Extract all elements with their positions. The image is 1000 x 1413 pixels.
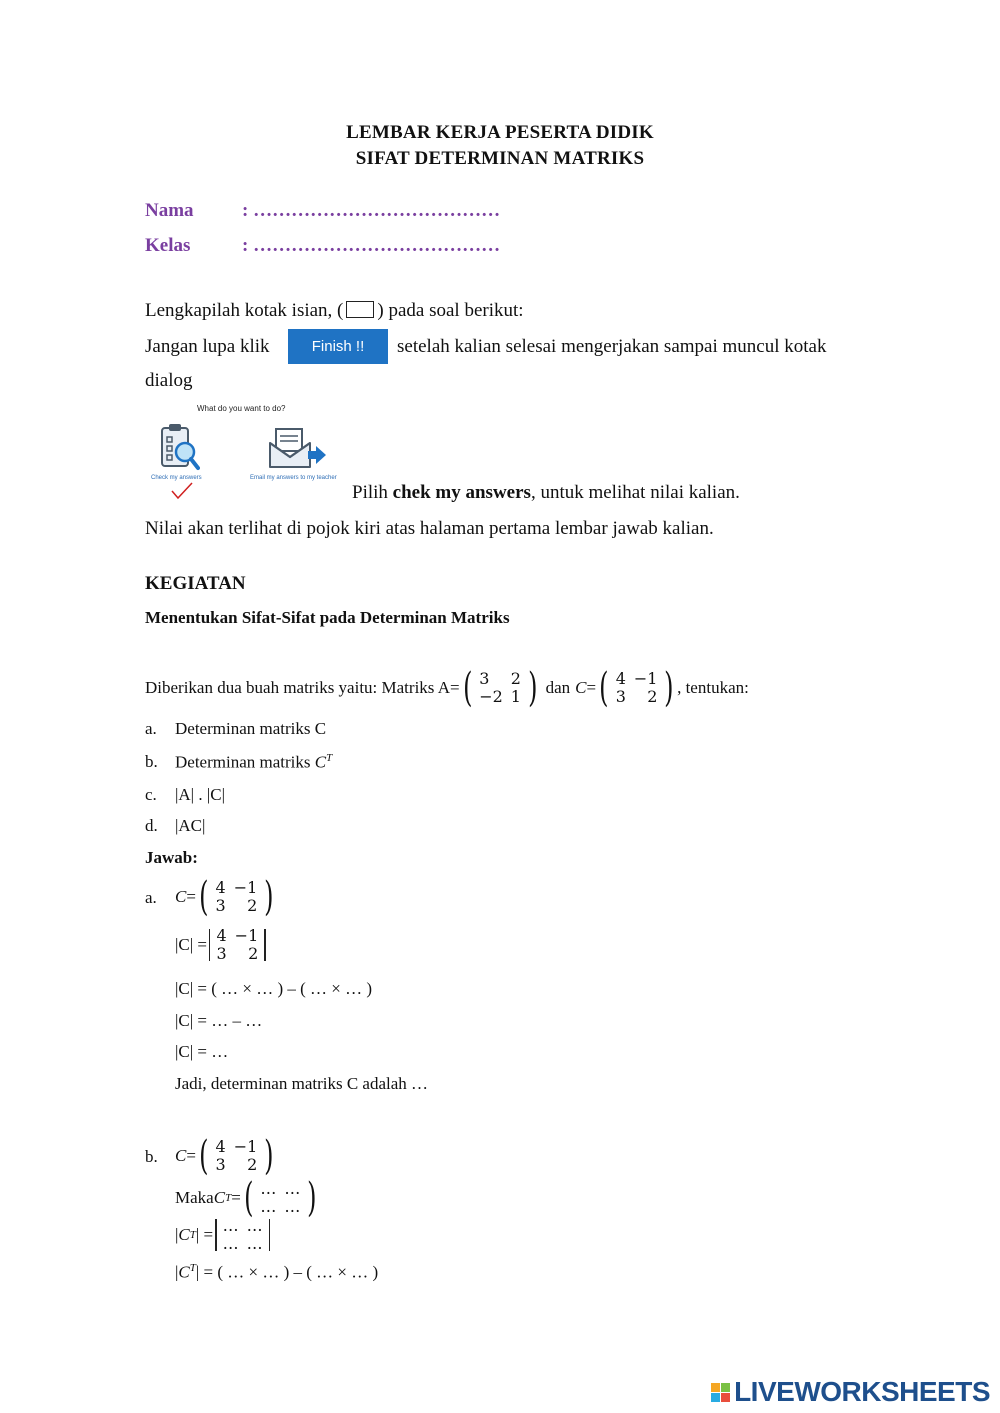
name-field[interactable]: : …………………………………	[242, 200, 501, 221]
answer-a-matrix: C = ( 4 −1 3 2 )	[175, 874, 274, 920]
instruction-line-2a: Jangan lupa klik	[145, 336, 270, 357]
answer-b-transpose[interactable]: Maka C T = ( … … … … )	[175, 1175, 317, 1221]
answer-heading: Jawab:	[145, 848, 198, 867]
matrix-a: ( 3 2 −2 1 )	[462, 665, 538, 711]
class-label: Kelas	[145, 235, 191, 256]
question-letter: d.	[145, 816, 158, 835]
check-answers-icon	[158, 422, 200, 472]
answer-b-matrix: C = ( 4 −1 3 2 )	[175, 1133, 274, 1179]
answer-a-step1[interactable]: |C| = ( … × … ) – ( … × … )	[175, 979, 373, 998]
answer-b-letter: b.	[145, 1147, 158, 1166]
answer-a-conclusion[interactable]: Jadi, determinan matriks C adalah …	[175, 1074, 429, 1093]
question-text: Determinan matriks $C^T$	[175, 752, 333, 772]
answer-a-step2[interactable]: |C| = … – …	[175, 1011, 263, 1030]
liveworksheets-logo: LIVEWORKSHEETS	[711, 1376, 990, 1408]
answer-box-icon	[346, 301, 374, 318]
matrix-c: ( 4 −1 3 2 )	[599, 665, 674, 711]
email-answers-caption: Email my answers to my teacher	[250, 475, 337, 481]
logo-tile	[721, 1393, 730, 1402]
score-note: Nilai akan terlihat di pojok kiri atas halaman pertama lembar jawab kalian.	[145, 518, 714, 539]
activity-subheading: Menentukan Sifat-Sifat pada Determinan Matriks	[145, 608, 510, 627]
pick-instruction: Pilih chek my answers, untuk melihat nilai kalian.	[352, 482, 740, 503]
instruction-line-1: Lengkapilah kotak isian, ( ) pada soal berikut:	[145, 300, 524, 321]
logo-tile	[711, 1383, 720, 1392]
class-field[interactable]: : …………………………………	[242, 235, 501, 256]
checkmark-icon	[170, 481, 194, 501]
page-subtitle: SIFAT DETERMINAN MATRIKS	[355, 148, 645, 169]
answer-a-step3[interactable]: |C| = …	[175, 1042, 229, 1061]
logo-tile	[721, 1383, 730, 1392]
name-label: Nama	[145, 200, 194, 221]
page-title: LEMBAR KERJA PESERTA DIDIK	[346, 122, 654, 143]
question-text: Determinan matriks C	[175, 719, 327, 738]
logo-tile	[711, 1393, 720, 1402]
check-answers-caption: Check my answers	[151, 475, 202, 481]
answer-b-determinant[interactable]: | C T | = … … … …	[175, 1217, 272, 1253]
answer-b-step1[interactable]: $|C^T|$ = ( … × … ) – ( … × … )	[175, 1262, 379, 1282]
answer-a-letter: a.	[145, 888, 157, 907]
liveworksheets-logo-icon	[711, 1383, 730, 1402]
answer-a-determinant: |C| = 4 −1 3 2	[175, 927, 268, 963]
given-matrices: Diberikan dua buah matriks yaitu: Matriks A= ( 3 2 −2 1 ) dan C = ( 4 −1 3 2 ) , tentukan:	[145, 665, 749, 711]
question-text: |AC|	[175, 816, 206, 835]
activity-heading: KEGIATAN	[145, 573, 246, 594]
email-answers-icon	[268, 425, 328, 471]
question-letter: a.	[145, 719, 157, 738]
finish-button[interactable]: Finish !!	[288, 329, 388, 364]
question-text: |A| . |C|	[175, 785, 225, 804]
instruction-line-3: dialog	[145, 370, 193, 391]
question-letter: c.	[145, 785, 157, 804]
question-letter: b.	[145, 752, 158, 771]
instruction-line-2b: setelah kalian selesai mengerjakan sampai muncul kotak	[397, 336, 827, 357]
dialog-title: What do you want to do?	[197, 404, 286, 413]
